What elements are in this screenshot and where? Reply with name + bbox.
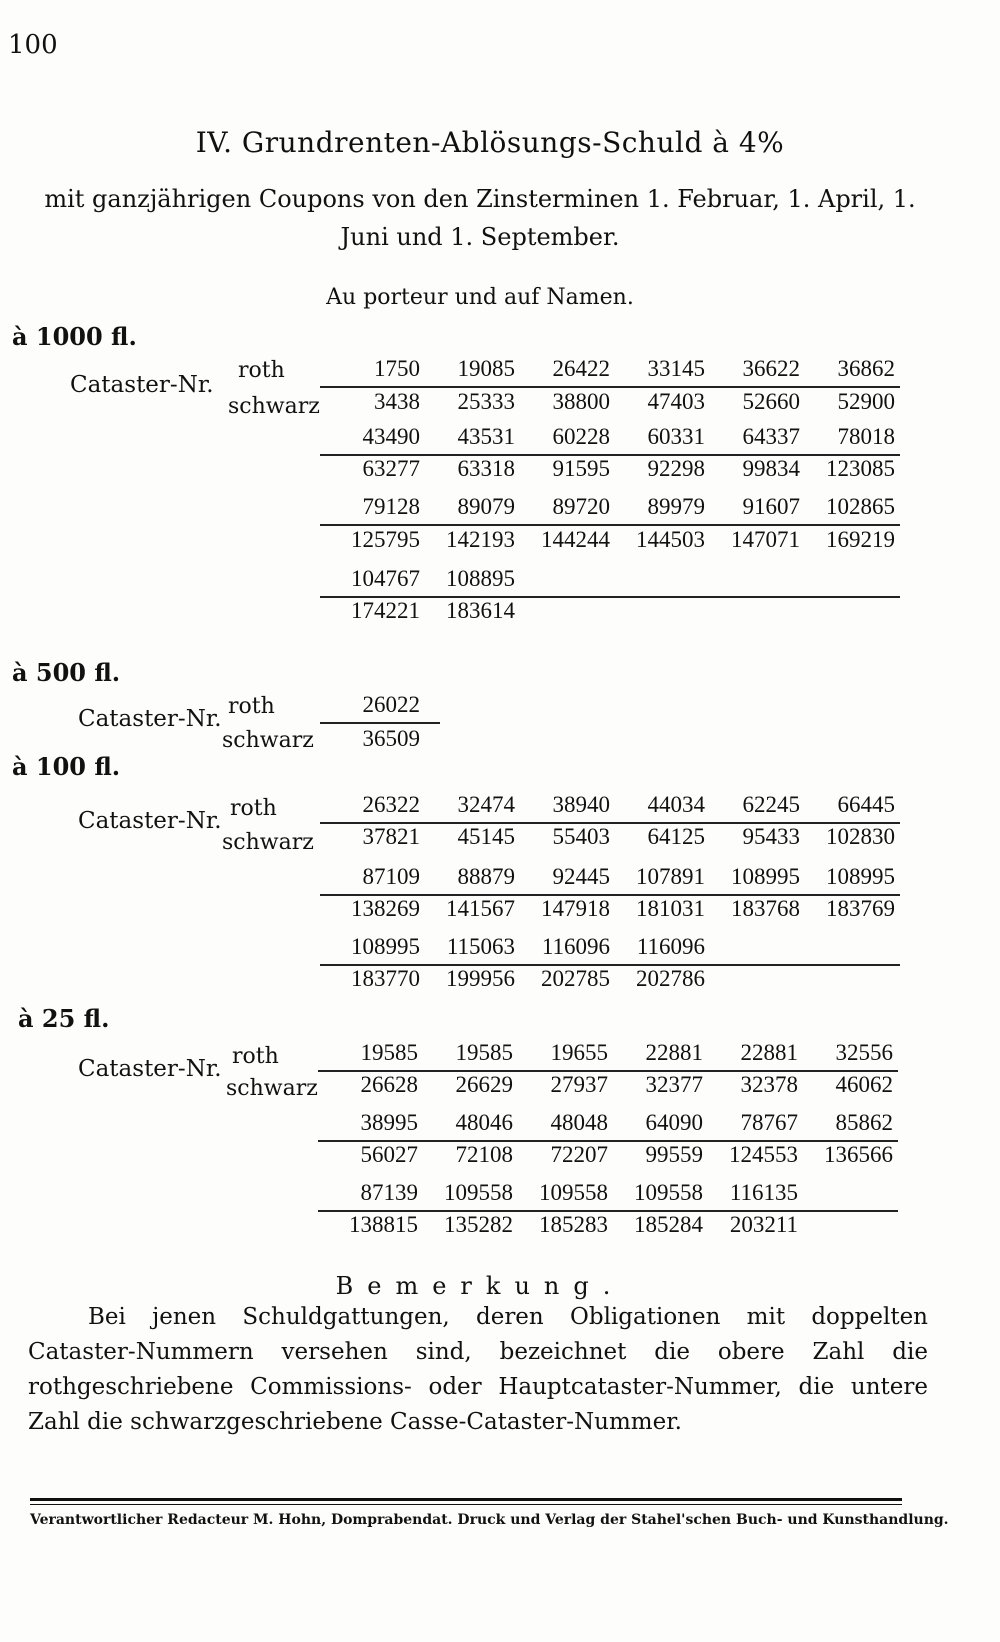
cataster-number: 138269 [351, 896, 420, 921]
cataster-number: 202785 [541, 966, 610, 991]
cataster-number: 87109 [362, 864, 420, 889]
cataster-number: 91607 [742, 494, 800, 519]
cataster-number: 116096 [541, 934, 610, 959]
cataster-number: 183768 [731, 896, 800, 921]
cataster-number: 144503 [636, 527, 705, 552]
fraction-rule [320, 386, 900, 388]
cataster-number: 62245 [742, 792, 800, 817]
cataster-number: 102865 [826, 494, 895, 519]
subtitle: mit ganzjährigen Coupons von den Zinsterminen 1. Februar, 1. April, 1. Juni und 1. September. [44, 185, 916, 251]
cataster-number: 43531 [457, 424, 515, 449]
cataster-number: 116135 [729, 1180, 798, 1205]
cataster-number: 89979 [647, 494, 705, 519]
cataster-number: 52900 [837, 389, 895, 414]
cataster-number: 92445 [552, 864, 610, 889]
cataster-number: 109558 [634, 1180, 703, 1205]
cataster-number: 124553 [729, 1142, 798, 1167]
cataster-number: 36509 [362, 726, 420, 751]
page-title: IV. Grundrenten-Ablösungs-Schuld à 4% [195, 126, 785, 159]
cataster-number: 60228 [552, 424, 610, 449]
cataster-number: 99559 [645, 1142, 703, 1167]
cataster-number: 22881 [740, 1040, 798, 1065]
cataster-number: 32556 [835, 1040, 893, 1065]
cataster-number: 66445 [837, 792, 895, 817]
cataster-number: 63277 [362, 456, 420, 481]
cataster-number: 32377 [645, 1072, 703, 1097]
cataster-number: 89079 [457, 494, 515, 519]
cataster-number: 202786 [636, 966, 705, 991]
cataster-number: 79128 [362, 494, 420, 519]
cataster-number: 99834 [742, 456, 800, 481]
cataster-number: 43490 [362, 424, 420, 449]
cataster-number: 64337 [742, 424, 800, 449]
cataster-number: 85862 [835, 1110, 893, 1135]
page-number: 100 [8, 30, 58, 60]
cataster-number: 36622 [742, 356, 800, 381]
cataster-number: 142193 [446, 527, 515, 552]
cataster-number: 32378 [740, 1072, 798, 1097]
cataster-number: 37821 [362, 824, 420, 849]
subheading: Au porteur und auf Namen. [326, 285, 634, 310]
cataster-number: 141567 [446, 896, 515, 921]
cataster-number: 89720 [552, 494, 610, 519]
cataster-number: 183614 [446, 598, 515, 623]
cataster-label: Cataster-Nr. [78, 1056, 222, 1082]
cataster-number: 183770 [351, 966, 420, 991]
cataster-number: 19085 [457, 356, 515, 381]
schwarz-label: schwarz [228, 394, 320, 419]
cataster-number: 115063 [446, 934, 515, 959]
cataster-number: 144244 [541, 527, 610, 552]
cataster-number: 185283 [539, 1212, 608, 1237]
cataster-number: 55403 [552, 824, 610, 849]
cataster-number: 88879 [457, 864, 515, 889]
roth-label: roth [232, 1044, 279, 1069]
cataster-number: 26022 [362, 692, 420, 717]
cataster-number: 135282 [444, 1212, 513, 1237]
cataster-number: 136566 [824, 1142, 893, 1167]
cataster-number: 63318 [457, 456, 515, 481]
remark-text: Bei jenen Schuldgattungen, deren Obligationen mit doppelten Cataster-Nummern versehen sind, bezeichnet die obere Zahl die rothgeschriebene Commissions- oder Hauptcataster-Nummer, die untere Zahl die schwarzgeschriebene Casse-Cataster-Nummer. [28, 1304, 928, 1435]
cataster-number: 56027 [360, 1142, 418, 1167]
cataster-number: 108995 [731, 864, 800, 889]
cataster-number: 64090 [645, 1110, 703, 1135]
cataster-number: 92298 [647, 456, 705, 481]
cataster-label: Cataster-Nr. [70, 372, 214, 398]
cataster-number: 26628 [360, 1072, 418, 1097]
cataster-number: 138815 [349, 1212, 418, 1237]
cataster-number: 181031 [636, 896, 705, 921]
cataster-number: 147071 [731, 527, 800, 552]
cataster-number: 52660 [742, 389, 800, 414]
cataster-number: 22881 [645, 1040, 703, 1065]
cataster-number: 107891 [636, 864, 705, 889]
footer-rule [30, 1498, 902, 1501]
cataster-number: 64125 [647, 824, 705, 849]
cataster-number: 91595 [552, 456, 610, 481]
cataster-label: Cataster-Nr. [78, 706, 222, 732]
cataster-number: 26629 [455, 1072, 513, 1097]
cataster-number: 174221 [351, 598, 420, 623]
cataster-number: 185284 [634, 1212, 703, 1237]
roth-label: roth [230, 796, 277, 821]
cataster-number: 38940 [552, 792, 610, 817]
cataster-number: 3438 [374, 389, 420, 414]
roth-label: roth [238, 358, 285, 383]
cataster-number: 123085 [826, 456, 895, 481]
cataster-number: 108995 [826, 864, 895, 889]
cataster-number: 60331 [647, 424, 705, 449]
remark-heading: Bemerkung. [335, 1272, 625, 1300]
fraction-rule [320, 722, 440, 724]
denomination-1000: à 1000 fl. [12, 322, 137, 351]
cataster-number: 72207 [550, 1142, 608, 1167]
cataster-label: Cataster-Nr. [78, 808, 222, 834]
cataster-number: 72108 [455, 1142, 513, 1167]
cataster-number: 27937 [550, 1072, 608, 1097]
denomination-500: à 500 fl. [12, 658, 121, 687]
cataster-number: 78767 [740, 1110, 798, 1135]
cataster-number: 26422 [552, 356, 610, 381]
cataster-number: 104767 [351, 566, 420, 591]
denomination-25: à 25 fl. [18, 1004, 110, 1033]
cataster-number: 116096 [636, 934, 705, 959]
schwarz-label: schwarz [222, 830, 314, 855]
cataster-number: 203211 [729, 1212, 798, 1237]
schwarz-label: schwarz [226, 1076, 318, 1101]
cataster-number: 108895 [446, 566, 515, 591]
cataster-number: 109558 [444, 1180, 513, 1205]
roth-label: roth [228, 694, 275, 719]
cataster-number: 199956 [446, 966, 515, 991]
cataster-number: 19585 [455, 1040, 513, 1065]
cataster-number: 109558 [539, 1180, 608, 1205]
cataster-number: 33145 [647, 356, 705, 381]
cataster-number: 38995 [360, 1110, 418, 1135]
cataster-number: 169219 [826, 527, 895, 552]
fraction-rule [320, 524, 900, 526]
cataster-number: 47403 [647, 389, 705, 414]
cataster-number: 87139 [360, 1180, 418, 1205]
cataster-number: 45145 [457, 824, 515, 849]
cataster-number: 26322 [362, 792, 420, 817]
cataster-number: 25333 [457, 389, 515, 414]
cataster-number: 78018 [837, 424, 895, 449]
cataster-number: 19655 [550, 1040, 608, 1065]
cataster-number: 48048 [550, 1110, 608, 1135]
cataster-number: 147918 [541, 896, 610, 921]
cataster-number: 108995 [351, 934, 420, 959]
imprint-footer: Verantwortlicher Redacteur M. Hohn, Domprabendat. Druck und Verlag der Stahel'schen Buch- und Kunsthandlung. [30, 1512, 949, 1528]
cataster-number: 183769 [826, 896, 895, 921]
cataster-number: 125795 [351, 527, 420, 552]
cataster-number: 44034 [647, 792, 705, 817]
cataster-number: 46062 [835, 1072, 893, 1097]
schwarz-label: schwarz [222, 728, 314, 753]
cataster-number: 1750 [374, 356, 420, 381]
cataster-number: 102830 [826, 824, 895, 849]
denomination-100: à 100 fl. [12, 752, 121, 781]
cataster-number: 36862 [837, 356, 895, 381]
cataster-number: 38800 [552, 389, 610, 414]
cataster-number: 19585 [360, 1040, 418, 1065]
cataster-number: 32474 [457, 792, 515, 817]
cataster-number: 95433 [742, 824, 800, 849]
cataster-number: 48046 [455, 1110, 513, 1135]
footer-rule [30, 1504, 902, 1505]
